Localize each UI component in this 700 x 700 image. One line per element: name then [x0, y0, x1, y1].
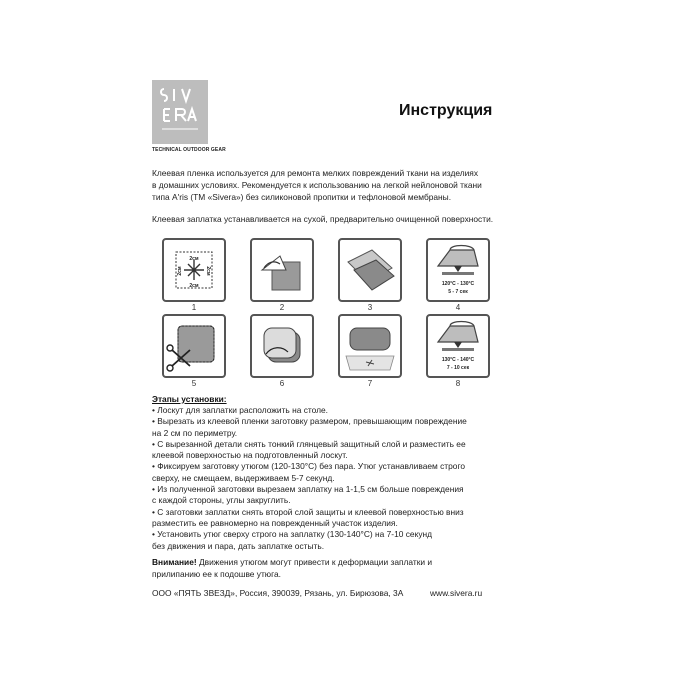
surface-note: Клеевая заплатка устанавливается на сухой, предварительно очищенной поверхности.: [152, 214, 494, 224]
steps-illustrations: [162, 238, 492, 390]
step-7-illustration: [338, 314, 402, 378]
stage-line: на 2 см по периметру.: [152, 427, 238, 438]
step-2-illustration: [250, 238, 314, 302]
stage-line: с каждой стороны, углы закруглить.: [152, 495, 291, 506]
warning-note: [152, 557, 497, 580]
stage-line: • Из полученной заготовки вырезаем заплатку на 1-1,5 см больше повреждения: [152, 484, 464, 495]
step-1-label-left: 2см: [177, 266, 183, 276]
company-address: ООО «ПЯТЬ ЗВЕЗД», Россия, 390039, Рязань, ул. Бирюзова, 3А: [152, 588, 404, 598]
step-4-illustration: [426, 238, 490, 302]
step-1-illustration: [162, 238, 226, 302]
step-8-temperature: 130°С - 140°С: [441, 357, 475, 363]
step-1-label-top: 2см: [189, 256, 199, 262]
stages-heading: Этапы установки:: [152, 394, 227, 404]
stage-line: • Установить утюг сверху строго на заплатку (130-140°С) на 7-10 секунд: [152, 529, 433, 540]
stage-line: • С вырезанной детали снять тонкий глянцевый защитный слой и разместить ее: [152, 438, 466, 449]
step-number: 2: [279, 303, 285, 312]
brand-logo: [152, 80, 208, 144]
warning-text-cont: прилипанию ее к подошве утюга.: [152, 568, 281, 579]
step-6-illustration: [250, 314, 314, 378]
stage-line: без движения и пара, дать заплатке остыть.: [152, 540, 325, 551]
step-4-temperature: 120°С - 130°С: [441, 281, 475, 287]
website-link[interactable]: www.sivera.ru: [430, 588, 483, 598]
stage-line: • Вырезать из клеевой пленки заготовку размером, превышающим повреждение: [152, 416, 467, 427]
brand-tagline: TECHNICAL OUTDOOR GEAR: [152, 147, 226, 153]
step-4-duration: 5 - 7 сек: [448, 289, 468, 295]
step-number: 3: [367, 303, 373, 312]
step-number: 6: [279, 379, 285, 388]
stage-line: клеевой поверхностью на подготовленный лоскут.: [152, 450, 348, 461]
warning-text: Движения утюгом могут привести к деформации заплатки и: [196, 557, 433, 567]
step-8-illustration: [426, 314, 490, 378]
step-number: 5: [191, 379, 197, 388]
step-3-illustration: [338, 238, 402, 302]
sivera-logo-icon: [156, 83, 204, 141]
stage-line: сверху, не смещаем, выдерживаем 5-7 секунд.: [152, 472, 335, 483]
step-number: 7: [367, 379, 373, 388]
stage-line: • Фиксируем заготовку утюгом (120-130°С) без пара. Утюг устанавливаем строго: [152, 461, 465, 472]
stages-list: [152, 405, 497, 552]
step-1-label-right: 2см: [205, 266, 211, 276]
intro-line: в домашних условиях. Рекомендуется к использованию на легкой нейлоновой ткани: [152, 180, 482, 190]
stage-line: • Лоскут для заплатки расположить на столе.: [152, 405, 328, 415]
step-8-duration: 7 - 10 сек: [446, 365, 470, 371]
intro-paragraph: [152, 167, 497, 203]
warning-label: Внимание!: [152, 557, 197, 567]
page-title: Инструкция: [399, 102, 493, 119]
step-number: 8: [455, 379, 461, 388]
step-5-illustration: [162, 314, 226, 378]
stage-line: разместить ее равномерно на поврежденный участок изделия.: [152, 517, 398, 528]
step-1-label-bottom: 2см: [189, 283, 199, 289]
intro-line: Клеевая пленка используется для ремонта мелких повреждений ткани на изделиях: [152, 168, 479, 178]
step-number: 4: [455, 303, 461, 312]
step-number: 1: [191, 303, 197, 312]
intro-line: типа A'ris (ТМ «Sivera») без силиконовой пропитки и тефлоновой мембраны.: [152, 192, 452, 202]
stage-line: • С заготовки заплатки снять второй слой защиты и клеевой поверхностью вниз: [152, 506, 464, 517]
